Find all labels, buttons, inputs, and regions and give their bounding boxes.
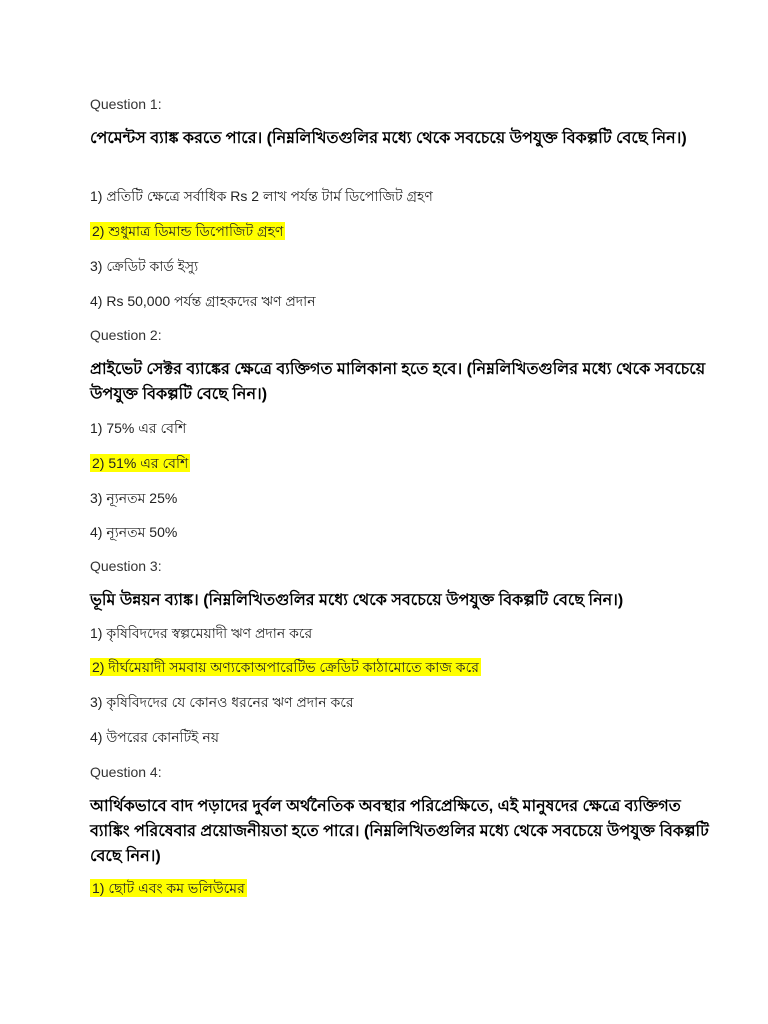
question-1-option-2	[90, 221, 710, 241]
question-3-option-2	[90, 657, 710, 677]
question-4-stem: আর্থিকভাবে বাদ পড়াদের দুর্বল অর্থনৈতিক অবস্থার পরিপ্রেক্ষিতে, এই মানুষদের ক্ষেত্রে ব্যক্তিগত ব্যাঙ্কিং পরিষেবার প্রয়োজনীয়তা হতে পারে। (নিম্নলিখিতগুলির মধ্যে থেকে সবচেয়ে উপযুক্ত বিকল্পটি বেছে নিন।)	[90, 798, 709, 865]
question-4-label: Question 4:	[90, 764, 162, 780]
question-3-option-1	[90, 623, 710, 643]
option-text: 4) ন্যূনতম 50%	[90, 524, 178, 540]
question-2-label: Question 2:	[90, 327, 162, 343]
option-text: 1) 75% এর বেশি	[90, 420, 187, 436]
question-2-option-2	[90, 453, 710, 473]
question-2-option-1	[90, 418, 710, 438]
question-2-option-3	[90, 488, 710, 508]
option-text: 2) দীর্ঘমেয়াদী সমবায় অণ্যকোঅপারেটিভ ক্রেডিট কাঠামোতে কাজ করে	[92, 659, 479, 675]
option-text: 3) ক্রেডিট কার্ড ইস্যু	[90, 258, 199, 274]
option-text: 1) ছোট এবং কম ভলিউমের	[92, 880, 245, 896]
question-1-option-3	[90, 256, 710, 276]
option-text: 3) ন্যূনতম 25%	[90, 490, 178, 506]
question-1-stem: পেমেন্টস ব্যাঙ্ক করতে পারে। (নিম্নলিখিতগুলির মধ্যে থেকে সবচেয়ে উপযুক্ত বিকল্পটি বেছে নিন।)	[90, 130, 687, 147]
question-1-option-1	[90, 186, 710, 206]
question-2-stem: প্রাইভেট সেক্টর ব্যাঙ্কের ক্ষেত্রে ব্যক্তিগত মালিকানা হতে হবে। (নিম্নলিখিতগুলির মধ্যে থেকে সবচেয়ে উপযুক্ত বিকল্পটি বেছে নিন।)	[90, 361, 706, 403]
option-text: 3) কৃষিবিদদের যে কোনও ধরনের ঋণ প্রদান করে	[90, 694, 354, 710]
question-3-option-4	[90, 727, 710, 747]
option-text: 2) শুধুমাত্র ডিমান্ড ডিপোজিট গ্রহণ	[92, 223, 284, 239]
question-3-stem: ভূমি উন্নয়ন ব্যাঙ্ক। (নিম্নলিখিতগুলির মধ্যে থেকে সবচেয়ে উপযুক্ত বিকল্পটি বেছে নিন।)	[90, 592, 624, 609]
question-1-option-4	[90, 291, 710, 311]
option-text: 1) প্রতিটি ক্ষেত্রে সর্বাধিক Rs 2 লাখ পর্যন্ত টার্ম ডিপোজিট গ্রহণ	[90, 188, 433, 204]
question-4-option-1	[90, 878, 710, 898]
option-text: 4) উপরের কোনটিই নয়	[90, 729, 219, 745]
option-text: 2) 51% এর বেশি	[92, 455, 189, 471]
question-3-label: Question 3:	[90, 558, 162, 574]
question-2-option-4	[90, 522, 710, 542]
option-text: 1) কৃষিবিদদের স্বল্পমেয়াদী ঋণ প্রদান করে	[90, 625, 313, 641]
question-3-option-3	[90, 692, 710, 712]
option-text: 4) Rs 50,000 পর্যন্ত গ্রাহকদের ঋণ প্রদান	[90, 293, 316, 309]
question-1-label: Question 1:	[90, 96, 162, 112]
